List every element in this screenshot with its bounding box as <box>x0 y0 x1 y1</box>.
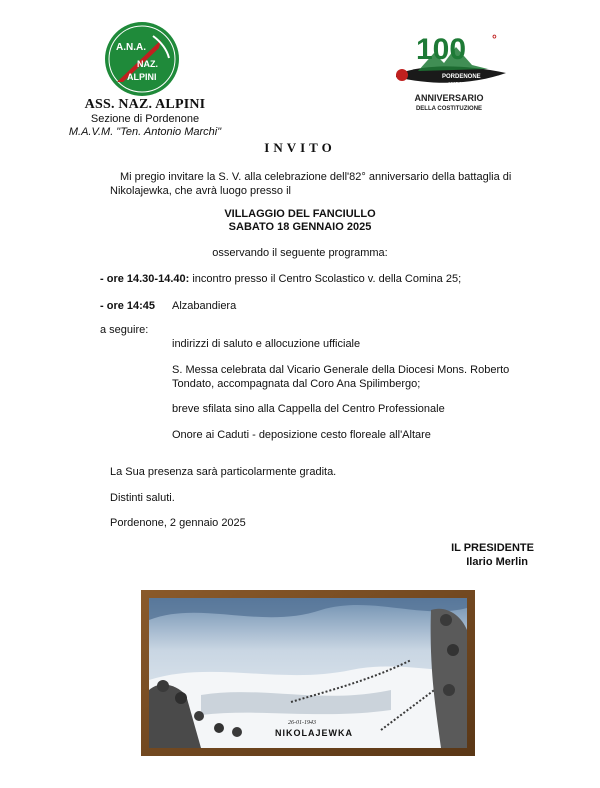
afterwards-item-3: breve sfilata sino alla Cappella del Centro Professionale <box>172 403 445 415</box>
centenary-years: 1925 2025 <box>448 81 470 86</box>
intro-paragraph: Mi pregio invitare la S. V. alla celebrazione dell'82° anniversario della battaglia di Nikolajewka, che avrà luogo presso il <box>110 171 512 197</box>
afterwards-item-4: Onore ai Caduti - deposizione cesto floreale all'Altare <box>172 429 431 441</box>
centenary-degree: ° <box>492 32 497 46</box>
painting-caption-date: 26-01-1943 <box>288 720 316 726</box>
centenary-city: PORDENONE <box>442 74 481 80</box>
afterwards-item-1: indirizzi di saluto e allocuzione ufficiale <box>172 338 361 350</box>
painting-caption-name: NIKOLAJEWKA <box>275 728 353 738</box>
org-mavm: M.A.V.M. "Ten. Antonio Marchi" <box>68 126 222 138</box>
venue-name: VILLAGGIO DEL FANCIULLO <box>224 208 376 220</box>
nikolajewka-painting <box>141 590 475 756</box>
program-item-1 <box>100 272 461 286</box>
program-item-2-text: Alzabandiera <box>172 300 237 312</box>
logo-text-ana: A.N.A. <box>116 42 146 53</box>
signature-name: Ilario Merlin <box>466 556 528 568</box>
centenary-line1: ANNIVERSARIO <box>414 93 484 103</box>
org-section: Sezione di Pordenone <box>90 113 200 125</box>
venue-block <box>0 208 600 234</box>
signature-title: IL PRESIDENTE <box>451 542 534 554</box>
centenary-line2: DELLA COSTITUZIONE <box>415 106 483 112</box>
place-date: Pordenone, 2 gennaio 2025 <box>110 517 246 529</box>
program-intro: osservando il seguente programma: <box>212 247 388 259</box>
event-date: SABATO 18 GENNAIO 2025 <box>228 221 372 233</box>
program-item-1-time: - ore 14.30-14.40: <box>100 273 190 285</box>
page-title: INVITO <box>264 140 336 155</box>
afterwards-label: a seguire: <box>100 324 149 336</box>
program-item-1-text: incontro presso il Centro Scolastico v. della Comina 25; <box>189 273 462 285</box>
centenary-logo <box>388 25 510 115</box>
program-item-2-time: - ore 14:45 <box>100 300 156 312</box>
closing-line-1: La Sua presenza sarà particolarmente gradita. <box>110 466 337 478</box>
closing-line-2: Distinti saluti. <box>110 492 175 504</box>
logo-text-naz: NAZ. <box>137 59 158 69</box>
afterwards-item-2: S. Messa celebrata dal Vicario Generale della Diocesi Mons. Roberto Tondato, accompagnata dal Coro Ana Spilimbergo; <box>172 364 510 390</box>
org-name: ASS. NAZ. ALPINI <box>84 97 206 112</box>
org-header <box>40 97 250 139</box>
ana-logo <box>103 20 181 98</box>
logo-text-alpini: ALPINI <box>127 72 157 82</box>
centenary-number: 100 <box>416 33 467 66</box>
